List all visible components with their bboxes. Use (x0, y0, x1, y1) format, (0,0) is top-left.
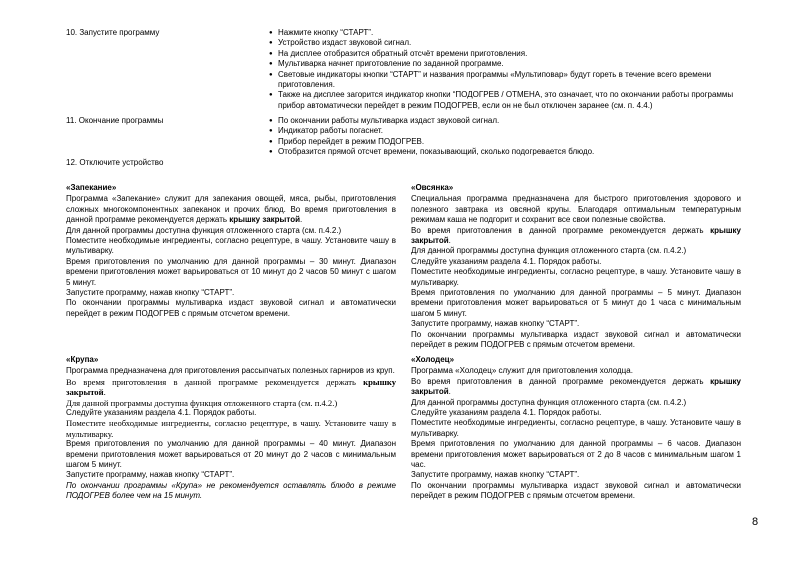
paragraph: Во время приготовления в данной программе рекомендуется держать крышку закрытой. (66, 376, 396, 398)
paragraph: Программа «Холодец» служит для приготовления холодца. (411, 366, 633, 376)
paragraph: Запустите программу, нажав кнопку “СТАРТ”. (411, 470, 580, 480)
section-zapekanie (66, 183, 396, 319)
paragraph: Поместите необходимые ингредиенты, согласно рецептуре, в чашу. Установите чашу в мультиварку. (411, 267, 741, 287)
paragraph: По окончании программы «Крупа» не рекомендуется оставлять блюдо в режиме ПОДОГРЕВ более чем на 15 минут. (66, 480, 396, 501)
bullet-item: ● Мультиварка начнет приготовление по заданной программе. (269, 59, 746, 69)
paragraph: Во время приготовления в данной программе рекомендуется держать крышку закрытой. (411, 225, 741, 246)
paragraph: Поместите необходимые ингредиенты, согласно рецептуре, в чашу. Установите чашу в мультиварку. (66, 236, 396, 256)
paragraph: Время приготовления по умолчанию для данной программы – 6 часов. Диапазон времени приготовления может варьироваться от 2 до 8 часов с минимальным шагом 1 час. (411, 439, 741, 470)
section-title: «Крупа» (66, 355, 99, 364)
paragraph: Следуйте указаниям раздела 4.1. Порядок работы. (411, 256, 602, 266)
paragraph: Для данной программы доступна функция отложенного старта (см. п.4.2.) (411, 246, 687, 256)
paragraph: Программа «Запекание» служит для запекания овощей, мяса, рыбы, приготовления сложных многокомпонентных запеканок и прочих блюд. Во время приготовления в данной программе рекомендуется держать крышку закрытой. (66, 194, 396, 225)
paragraph: Запустите программу, нажав кнопку “СТАРТ”. (66, 470, 235, 480)
section-title: «Овсянка» (411, 183, 454, 192)
bullet-item: ● Световые индикаторы кнопки “СТАРТ” и названия программы «Мультиповар» будут гореть в течение всего времени приготовления. (269, 70, 746, 91)
step-label: 10. Запустите программу (66, 28, 160, 37)
bullet-item: ● По окончании работы мультиварка издаст звуковой сигнал. (269, 116, 746, 126)
paragraph: Поместите необходимые ингредиенты, согласно рецептуре, в чашу. Установите чашу в мультиварку. (66, 418, 396, 439)
step-12 (66, 158, 746, 168)
paragraph: Время приготовления по умолчанию для данной программы – 5 минут. Диапазон времени приготовления может варьироваться от 5 минут до 1 часа с минимальным шагом 5 минут. (411, 288, 741, 318)
paragraph: Специальная программа предназначена для быстрого приготовления здорового и полезного завтрака из овсяной крупы. Благодаря оптимальным температурным режимам каша не подгорит и сохранит все свои полезные свойства. (411, 194, 741, 225)
bullet-item: ● Устройство издаст звуковой сигнал. (269, 38, 746, 48)
paragraph: Для данной программы доступна функция отложенного старта (см. п.4.2.) (411, 397, 687, 407)
section-title: «Холодец» (411, 355, 455, 364)
page-number: 8 (752, 516, 759, 528)
paragraph: По окончании программы мультиварка издаст звуковой сигнал и автоматически перейдет в режим ПОДОГРЕВ с прямым отсчетом времени. (66, 298, 396, 318)
step-11 (66, 116, 746, 158)
bullet-list (269, 28, 746, 116)
step-10 (66, 28, 746, 116)
paragraph: Для данной программы доступна функция отложенного старта (см. п.4.2.) (66, 397, 338, 408)
bullet-item: ● Также на дисплее загорится индикатор кнопки “ПОДОГРЕВ / ОТМЕНА, это означает, что по окончании работы программы прибор автоматически перейдет в режим ПОДОГРЕВ, если он не был отключен заранее (см. п. 4.4.) (269, 90, 746, 111)
paragraph: Запустите программу, нажав кнопку “СТАРТ”. (66, 288, 235, 298)
paragraph: Поместите необходимые ингредиенты, согласно рецептуре, в чашу. Установите чашу в мультиварку. (411, 418, 741, 438)
paragraph: По окончании программы мультиварка издаст звуковой сигнал и автоматически перейдет в режим ПОДОГРЕВ с прямым отсчетом времени. (411, 329, 741, 350)
step-label: 11. Окончание программы (66, 116, 164, 125)
paragraph: Для данной программы доступна функция отложенного старта (см. п.4.2.) (66, 225, 342, 235)
bullet-list (269, 116, 746, 158)
paragraph: Время приготовления по умолчанию для данной программы – 40 минут. Диапазон времени приготовления может варьироваться от 20 минут до 2 часов с минимальным шагом 5 минут. (66, 439, 396, 470)
paragraph: По окончании программы мультиварка издаст звуковой сигнал и автоматически перейдет в режим ПОДОГРЕВ с прямым отсчетом времени. (411, 480, 741, 501)
paragraph: Следуйте указаниям раздела 4.1. Порядок работы. (66, 408, 257, 418)
bullet-item: ● Нажмите кнопку “СТАРТ”. (269, 28, 746, 38)
paragraph: Запустите программу, нажав кнопку “СТАРТ”. (411, 319, 580, 329)
bullet-item: ● На дисплее отобразится обратный отсчёт времени приготовления. (269, 49, 746, 59)
bullet-item: ● Индикатор работы погаснет. (269, 126, 746, 136)
section-ovsyanka (411, 183, 741, 351)
step-label: 12. Отключите устройство (66, 158, 164, 167)
paragraph: Во время приготовления в данной программе рекомендуется держать крышку закрытой. (411, 376, 741, 397)
bullet-item: ● Отобразится прямой отсчет времени, показывающий, сколько подогревается блюдо. (269, 147, 746, 157)
paragraph: Время приготовления по умолчанию для данной программы – 30 минут. Диапазон времени приготовления может варьироваться от 10 минут до 2 часов 50 минут с шагом 5 минут. (66, 256, 396, 287)
section-title: «Запекание» (66, 183, 117, 192)
paragraph: Программа предназначена для приготовления рассыпчатых полезных гарниров из круп. (66, 366, 395, 376)
steps-section (66, 28, 746, 168)
paragraph: Следуйте указаниям раздела 4.1. Порядок работы. (411, 408, 602, 418)
section-krupa (66, 355, 396, 502)
section-holodets (411, 355, 741, 502)
bullet-item: ● Прибор перейдет в режим ПОДОГРЕВ. (269, 137, 746, 147)
